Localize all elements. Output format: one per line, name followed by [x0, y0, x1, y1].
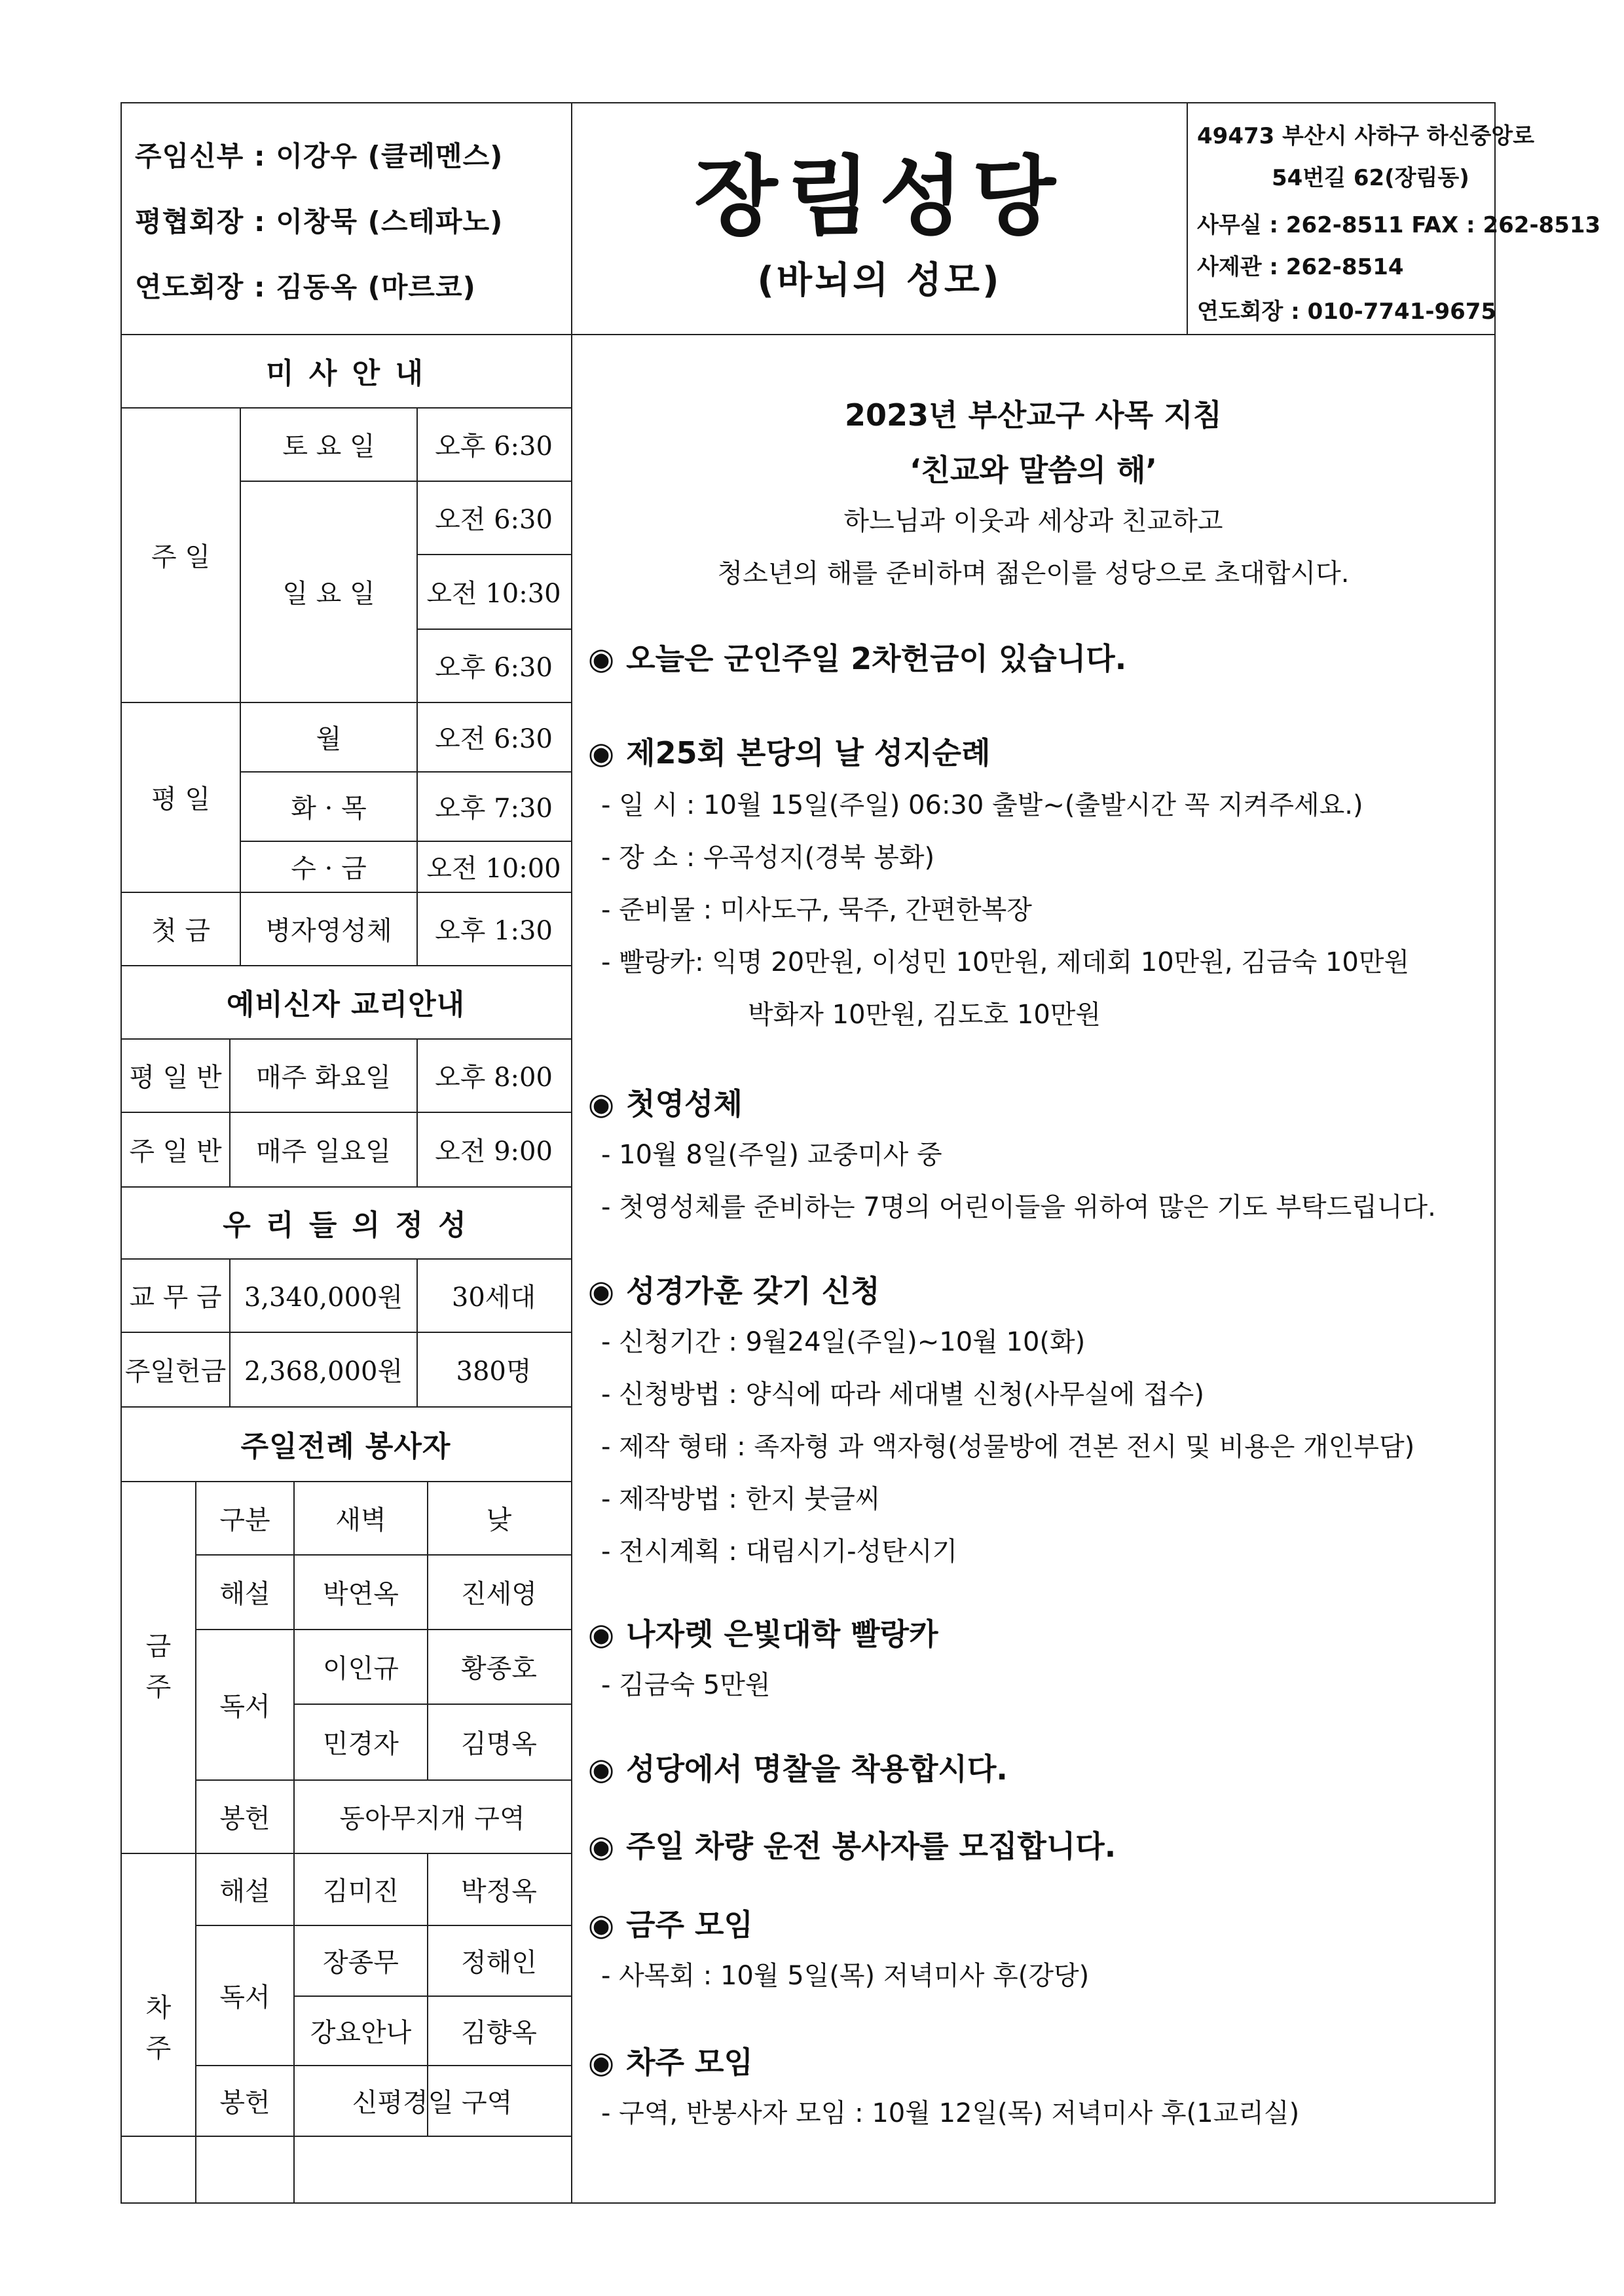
bullet-icon: ◉	[588, 2045, 615, 2080]
saturday-mass-time: 오후 6:30	[435, 431, 553, 462]
priest-name: 주임신부 : 이강우 (클레멘스)	[135, 140, 504, 172]
first-friday-label: 첫 금	[151, 915, 210, 946]
sunday-mass-time-3: 오후 6:30	[435, 652, 553, 683]
weekday-tue-thu-time: 오후 7:30	[435, 793, 553, 824]
mass-section-title: 미 사 안 내	[266, 357, 426, 390]
next-week-commentary-label: 해설	[219, 1876, 270, 1906]
saturday-label: 토 요 일	[282, 431, 375, 462]
bullet-icon: ◉	[588, 735, 615, 771]
sunday-mass-time-1: 오전 6:30	[435, 504, 553, 535]
bullet-icon: ◉	[588, 1829, 615, 1864]
intro-line-2: 청소년의 해를 준비하며 젊은이를 성당으로 초대합시다.	[717, 558, 1350, 589]
servers-head-day: 낮	[486, 1504, 512, 1535]
elder-president: 연도회장 : 김동옥 (마르코)	[135, 271, 476, 303]
council-president: 평협회장 : 이창묵 (스테파노)	[135, 206, 504, 238]
this-week-commentary-dawn: 박연옥	[323, 1578, 399, 1609]
notice-line: - 전시계획 : 대림시기-성탄시기	[601, 1537, 958, 1567]
next-week-reading-dawn-1: 장종무	[323, 1947, 399, 1978]
tithe-amount: 3,340,000원	[244, 1282, 403, 1313]
church-title-block	[572, 103, 1188, 334]
next-week-commentary-dawn: 김미진	[323, 1876, 399, 1906]
catechism-sunday-day: 매주 일요일	[256, 1136, 391, 1167]
intro-line-1: 하느님과 이웃과 세상과 친교하고	[843, 506, 1223, 536]
address-line-2: 54번길 62(장림동)	[1272, 165, 1469, 191]
elder-phone: 연도회장 : 010-7741-9675	[1197, 299, 1497, 325]
servers-section-title: 주일전례 봉사자	[240, 1430, 451, 1463]
year-theme: ‘친교와 말씀의 해’	[909, 452, 1158, 488]
this-week-commentary-day: 진세영	[461, 1578, 537, 1609]
this-week-reading-day-1: 황종호	[461, 1653, 537, 1684]
bullet-icon: ◉	[588, 1751, 615, 1787]
tithe-count: 30세대	[451, 1282, 536, 1313]
office-phone: 사무실 : 262-8511 FAX : 262-8513	[1197, 212, 1601, 238]
info-tables	[122, 334, 572, 2204]
notice-title: ◉ 성당에서 명찰을 착용합시다.	[588, 1751, 1008, 1787]
church-subtitle: (바뇌의 성모)	[757, 259, 1002, 302]
notice-title: ◉ 성경가훈 갖기 신청	[588, 1273, 880, 1309]
catechism-weekday-time: 오후 8:00	[435, 1062, 553, 1093]
notices-column	[572, 334, 1494, 2204]
notice-line: - 제작방법 : 한지 붓글씨	[601, 1484, 881, 1514]
rectory-phone: 사제관 : 262-8514	[1197, 254, 1404, 280]
next-week-reading-day-1: 정해인	[461, 1947, 537, 1978]
this-week-reading-dawn-1: 이인규	[323, 1653, 399, 1684]
notice-title: ◉ 나자렛 은빛대학 빨랑카	[588, 1616, 938, 1652]
this-week-offering-group: 동아무지개 구역	[339, 1803, 525, 1834]
notice-line: - 신청방법 : 양식에 따라 세대별 신청(사무실에 접수)	[601, 1379, 1204, 1410]
catechism-section-title: 예비신자 교리안내	[226, 988, 466, 1021]
first-friday-time: 오후 1:30	[435, 915, 553, 946]
notice-line: - 일 시 : 10월 15일(주일) 06:30 출발~(출발시간 꼭 지켜주세요.)	[601, 790, 1363, 820]
weekday-monday-time: 오전 6:30	[435, 723, 553, 754]
notice-title: ◉ 오늘은 군인주일 2차헌금이 있습니다.	[588, 641, 1127, 676]
sunday-offering-amount: 2,368,000원	[244, 1356, 403, 1387]
next-week-label: 차 주	[145, 1993, 172, 2064]
weekday-tue-thu: 화 · 목	[291, 793, 367, 824]
catechism-sunday-time: 오전 9:00	[435, 1136, 553, 1167]
notice-title: ◉ 차주 모임	[588, 2045, 753, 2080]
bullet-icon: ◉	[588, 1273, 615, 1309]
notice-title: ◉ 금주 모임	[588, 1907, 753, 1942]
next-week-reading-day-2: 김향옥	[461, 2017, 537, 2048]
sunday-label: 주 일	[151, 541, 210, 572]
next-week-offering-label: 봉헌	[219, 2087, 270, 2118]
next-week-offering-group: 신평경일 구역	[352, 2087, 513, 2118]
notice-line: - 빨랑카: 익명 20만원, 이성민 10만원, 제데회 10만원, 김금숙 10만원	[601, 947, 1410, 977]
notice-line: - 신청기간 : 9월24일(주일)~10월 10(화)	[601, 1327, 1086, 1357]
bullet-icon: ◉	[588, 1907, 615, 1942]
weekday-label: 평 일	[151, 784, 210, 814]
catechism-weekday-label: 평 일 반	[129, 1062, 222, 1093]
notice-line: - 구역, 반봉사자 모임 : 10월 12일(목) 저녁미사 후(1교리실)	[601, 2098, 1300, 2128]
this-week-reading-label: 독서	[219, 1691, 270, 1722]
weekday-monday: 월	[316, 723, 342, 754]
notice-line-continued: 박화자 10만원, 김도호 10만원	[748, 1000, 1101, 1030]
notice-title: ◉ 주일 차량 운전 봉사자를 모집합니다.	[588, 1829, 1116, 1864]
notice-line: - 준비물 : 미사도구, 묵주, 간편한복장	[601, 895, 1032, 925]
this-week-offering-label: 봉헌	[219, 1803, 270, 1834]
catechism-sunday-label: 주 일 반	[129, 1136, 222, 1167]
bullet-icon: ◉	[588, 1086, 615, 1121]
bullet-icon: ◉	[588, 641, 615, 676]
next-week-reading-label: 독서	[219, 1982, 270, 2013]
offering-section-title: 우 리 들 의 정 성	[223, 1209, 469, 1242]
address-line-1: 49473 부산시 사하구 하신중앙로	[1197, 123, 1535, 149]
this-week-commentary-label: 해설	[219, 1578, 270, 1609]
notice-line: - 사목회 : 10월 5일(목) 저녁미사 후(강당)	[601, 1961, 1090, 1991]
tithe-label: 교 무 금	[129, 1282, 222, 1313]
catechism-weekday-day: 매주 화요일	[256, 1062, 391, 1093]
notice-line: - 10월 8일(주일) 교중미사 중	[601, 1140, 942, 1170]
bulletin-header	[122, 103, 1601, 335]
first-friday-desc: 병자영성체	[265, 915, 392, 946]
notice-line: - 김금숙 5만원	[601, 1670, 771, 1700]
sunday-mass-time-2: 오전 10:30	[426, 578, 561, 609]
sunday-offering-label: 주일헌금	[124, 1356, 227, 1387]
notice-line: - 장 소 : 우곡성지(경북 봉화)	[601, 843, 935, 873]
this-week-reading-dawn-2: 민경자	[323, 1728, 399, 1759]
next-week-reading-dawn-2: 강요안나	[310, 2017, 412, 2048]
church-name: 장림성당	[693, 147, 1065, 247]
servers-head-category: 구분	[219, 1504, 270, 1535]
contact-info	[1188, 103, 1601, 334]
this-week-label: 금 주	[145, 1631, 172, 1702]
bulletin-frame	[120, 102, 1601, 2204]
weekday-wed-fri-time: 오전 10:00	[426, 853, 561, 884]
sunday-day-label: 일 요 일	[282, 578, 375, 609]
bullet-icon: ◉	[588, 1616, 615, 1652]
sunday-offering-count: 380명	[456, 1356, 532, 1387]
notice-line: - 첫영성체를 준비하는 7명의 어린이들을 위하여 많은 기도 부탁드립니다.	[601, 1192, 1436, 1222]
notice-title: ◉ 제25회 본당의 날 성지순례	[588, 735, 991, 771]
servers-head-dawn: 새벽	[335, 1504, 386, 1535]
weekday-wed-fri: 수 · 금	[291, 853, 367, 884]
pastoral-guideline-heading: 2023년 부산교구 사목 지침	[845, 397, 1222, 433]
this-week-reading-day-2: 김명옥	[461, 1728, 537, 1759]
notice-title: ◉ 첫영성체	[588, 1086, 743, 1121]
next-week-commentary-day: 박정옥	[461, 1876, 537, 1906]
notice-line: - 제작 형태 : 족자형 과 액자형(성물방에 견본 전시 및 비용은 개인부담)	[601, 1432, 1415, 1462]
clergy-info	[122, 103, 572, 334]
